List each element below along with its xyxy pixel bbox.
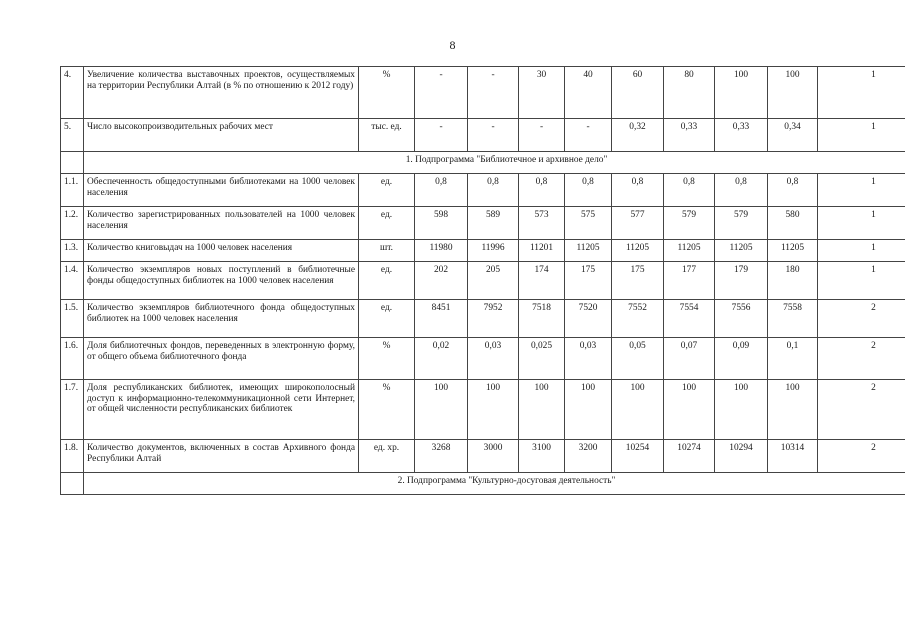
value-cell: 100 [468,380,519,440]
value-cell: 202 [415,262,468,300]
row-number: 5. [61,119,84,152]
value-cell: 0,33 [715,119,768,152]
unit-cell: % [359,67,415,119]
source-cell: 1 [818,240,905,262]
unit-cell: % [359,338,415,380]
section-row [61,473,905,495]
unit-cell: ед. [359,262,415,300]
value-cell: 3000 [468,440,519,473]
row-number-cell [61,473,84,495]
value-cell: 30 [519,67,565,119]
value-cell: - [565,119,612,152]
value-cell: 575 [565,207,612,240]
row-number: 1.4. [61,262,84,300]
value-cell: 10274 [664,440,715,473]
unit-cell: % [359,380,415,440]
row-number: 1.5. [61,300,84,338]
row-number: 1.7. [61,380,84,440]
row-number-cell [61,152,84,174]
value-cell: 0,07 [664,338,715,380]
source-cell: 2 [818,338,905,380]
section-title: 2. Подпрограмма "Культурно-досуговая деятельность" [84,473,905,495]
value-cell: 3100 [519,440,565,473]
value-cell: 0,02 [415,338,468,380]
value-cell: 11205 [664,240,715,262]
value-cell: 7520 [565,300,612,338]
value-cell: 60 [612,67,664,119]
value-cell: 7556 [715,300,768,338]
value-cell: 11205 [565,240,612,262]
value-cell: 7952 [468,300,519,338]
source-cell: 1 [818,119,905,152]
table-row [61,380,905,440]
value-cell: 0,1 [768,338,818,380]
value-cell: 179 [715,262,768,300]
value-cell: 0,8 [468,174,519,207]
row-number: 1.6. [61,338,84,380]
value-cell: 589 [468,207,519,240]
value-cell: 580 [768,207,818,240]
value-cell: 3200 [565,440,612,473]
value-cell: 573 [519,207,565,240]
value-cell: 577 [612,207,664,240]
value-cell: 100 [565,380,612,440]
value-cell: 11201 [519,240,565,262]
value-cell: 100 [519,380,565,440]
indicator-name: Количество документов, включенных в состав Архивного фонда Республики Алтай [84,440,359,473]
value-cell: 175 [565,262,612,300]
value-cell: 10254 [612,440,664,473]
unit-cell: ед. [359,207,415,240]
value-cell: 100 [664,380,715,440]
value-cell: 598 [415,207,468,240]
value-cell: 579 [715,207,768,240]
table-row [61,440,905,473]
value-cell: 0,8 [612,174,664,207]
value-cell: - [468,67,519,119]
value-cell: 0,8 [768,174,818,207]
value-cell: 8451 [415,300,468,338]
page-number: 8 [449,38,456,52]
value-cell: 175 [612,262,664,300]
source-cell: 2 [818,440,905,473]
indicator-name: Количество зарегистрированных пользователей на 1000 человек населения [84,207,359,240]
value-cell: 100 [715,380,768,440]
value-cell: 0,03 [468,338,519,380]
value-cell: 0,8 [565,174,612,207]
value-cell: 100 [768,67,818,119]
unit-cell: тыс. ед. [359,119,415,152]
value-cell: 40 [565,67,612,119]
value-cell: 80 [664,67,715,119]
value-cell: 0,03 [565,338,612,380]
value-cell: 579 [664,207,715,240]
value-cell: 0,8 [715,174,768,207]
unit-cell: шт. [359,240,415,262]
value-cell: 11980 [415,240,468,262]
value-cell: 174 [519,262,565,300]
section-title: 1. Подпрограмма "Библиотечное и архивное дело" [84,152,905,174]
value-cell: 0,33 [664,119,715,152]
indicators-table [60,66,905,495]
value-cell: - [415,67,468,119]
value-cell: 0,025 [519,338,565,380]
indicator-name: Доля библиотечных фондов, переведенных в электронную форму, от общего объема библиотечного фонда [84,338,359,380]
source-cell: 1 [818,67,905,119]
source-cell: 1 [818,262,905,300]
value-cell: 11205 [715,240,768,262]
value-cell: 3268 [415,440,468,473]
value-cell: 11205 [612,240,664,262]
value-cell: 7552 [612,300,664,338]
indicator-name: Количество экземпляров библиотечного фонда общедоступных библиотек на 1000 человек населения [84,300,359,338]
value-cell: 180 [768,262,818,300]
value-cell: 11996 [468,240,519,262]
value-cell: 177 [664,262,715,300]
value-cell: 0,8 [519,174,565,207]
value-cell: 0,8 [664,174,715,207]
value-cell: 205 [468,262,519,300]
value-cell: 100 [612,380,664,440]
section-row [61,152,905,174]
source-cell: 1 [818,174,905,207]
table-row [61,207,905,240]
value-cell: 7518 [519,300,565,338]
value-cell: 10314 [768,440,818,473]
value-cell: 0,32 [612,119,664,152]
value-cell: 7558 [768,300,818,338]
source-cell: 2 [818,380,905,440]
value-cell: 100 [768,380,818,440]
table-row [61,67,905,119]
table-row [61,119,905,152]
value-cell: 10294 [715,440,768,473]
indicator-name: Количество экземпляров новых поступлений в библиотечные фонды общедоступных библиотек на 1000 человек населения [84,262,359,300]
value-cell: 7554 [664,300,715,338]
value-cell: 100 [415,380,468,440]
value-cell: - [415,119,468,152]
table-row [61,262,905,300]
value-cell: - [519,119,565,152]
table-row [61,300,905,338]
unit-cell: ед. [359,300,415,338]
table-row [61,174,905,207]
value-cell: 0,05 [612,338,664,380]
row-number: 4. [61,67,84,119]
source-cell: 1 [818,207,905,240]
row-number: 1.3. [61,240,84,262]
indicator-name: Обеспеченность общедоступными библиотеками на 1000 человек населения [84,174,359,207]
row-number: 1.2. [61,207,84,240]
unit-cell: ед. хр. [359,440,415,473]
table-row [61,240,905,262]
value-cell: 100 [715,67,768,119]
source-cell: 2 [818,300,905,338]
row-number: 1.8. [61,440,84,473]
value-cell: 0,34 [768,119,818,152]
indicator-name: Число высокопроизводительных рабочих мест [84,119,359,152]
value-cell: 11205 [768,240,818,262]
indicator-name: Увеличение количества выставочных проектов, осуществляемых на территории Республики Алтай (в % по отношению к 2012 году) [84,67,359,119]
table-row [61,338,905,380]
value-cell: - [468,119,519,152]
indicator-name: Доля республиканских библиотек, имеющих широкополосный доступ к информационно-телекоммуникационной сети Интернет, от общей численности республиканских библиотек [84,380,359,440]
row-number: 1.1. [61,174,84,207]
value-cell: 0,8 [415,174,468,207]
value-cell: 0,09 [715,338,768,380]
indicator-name: Количество книговыдач на 1000 человек населения [84,240,359,262]
unit-cell: ед. [359,174,415,207]
